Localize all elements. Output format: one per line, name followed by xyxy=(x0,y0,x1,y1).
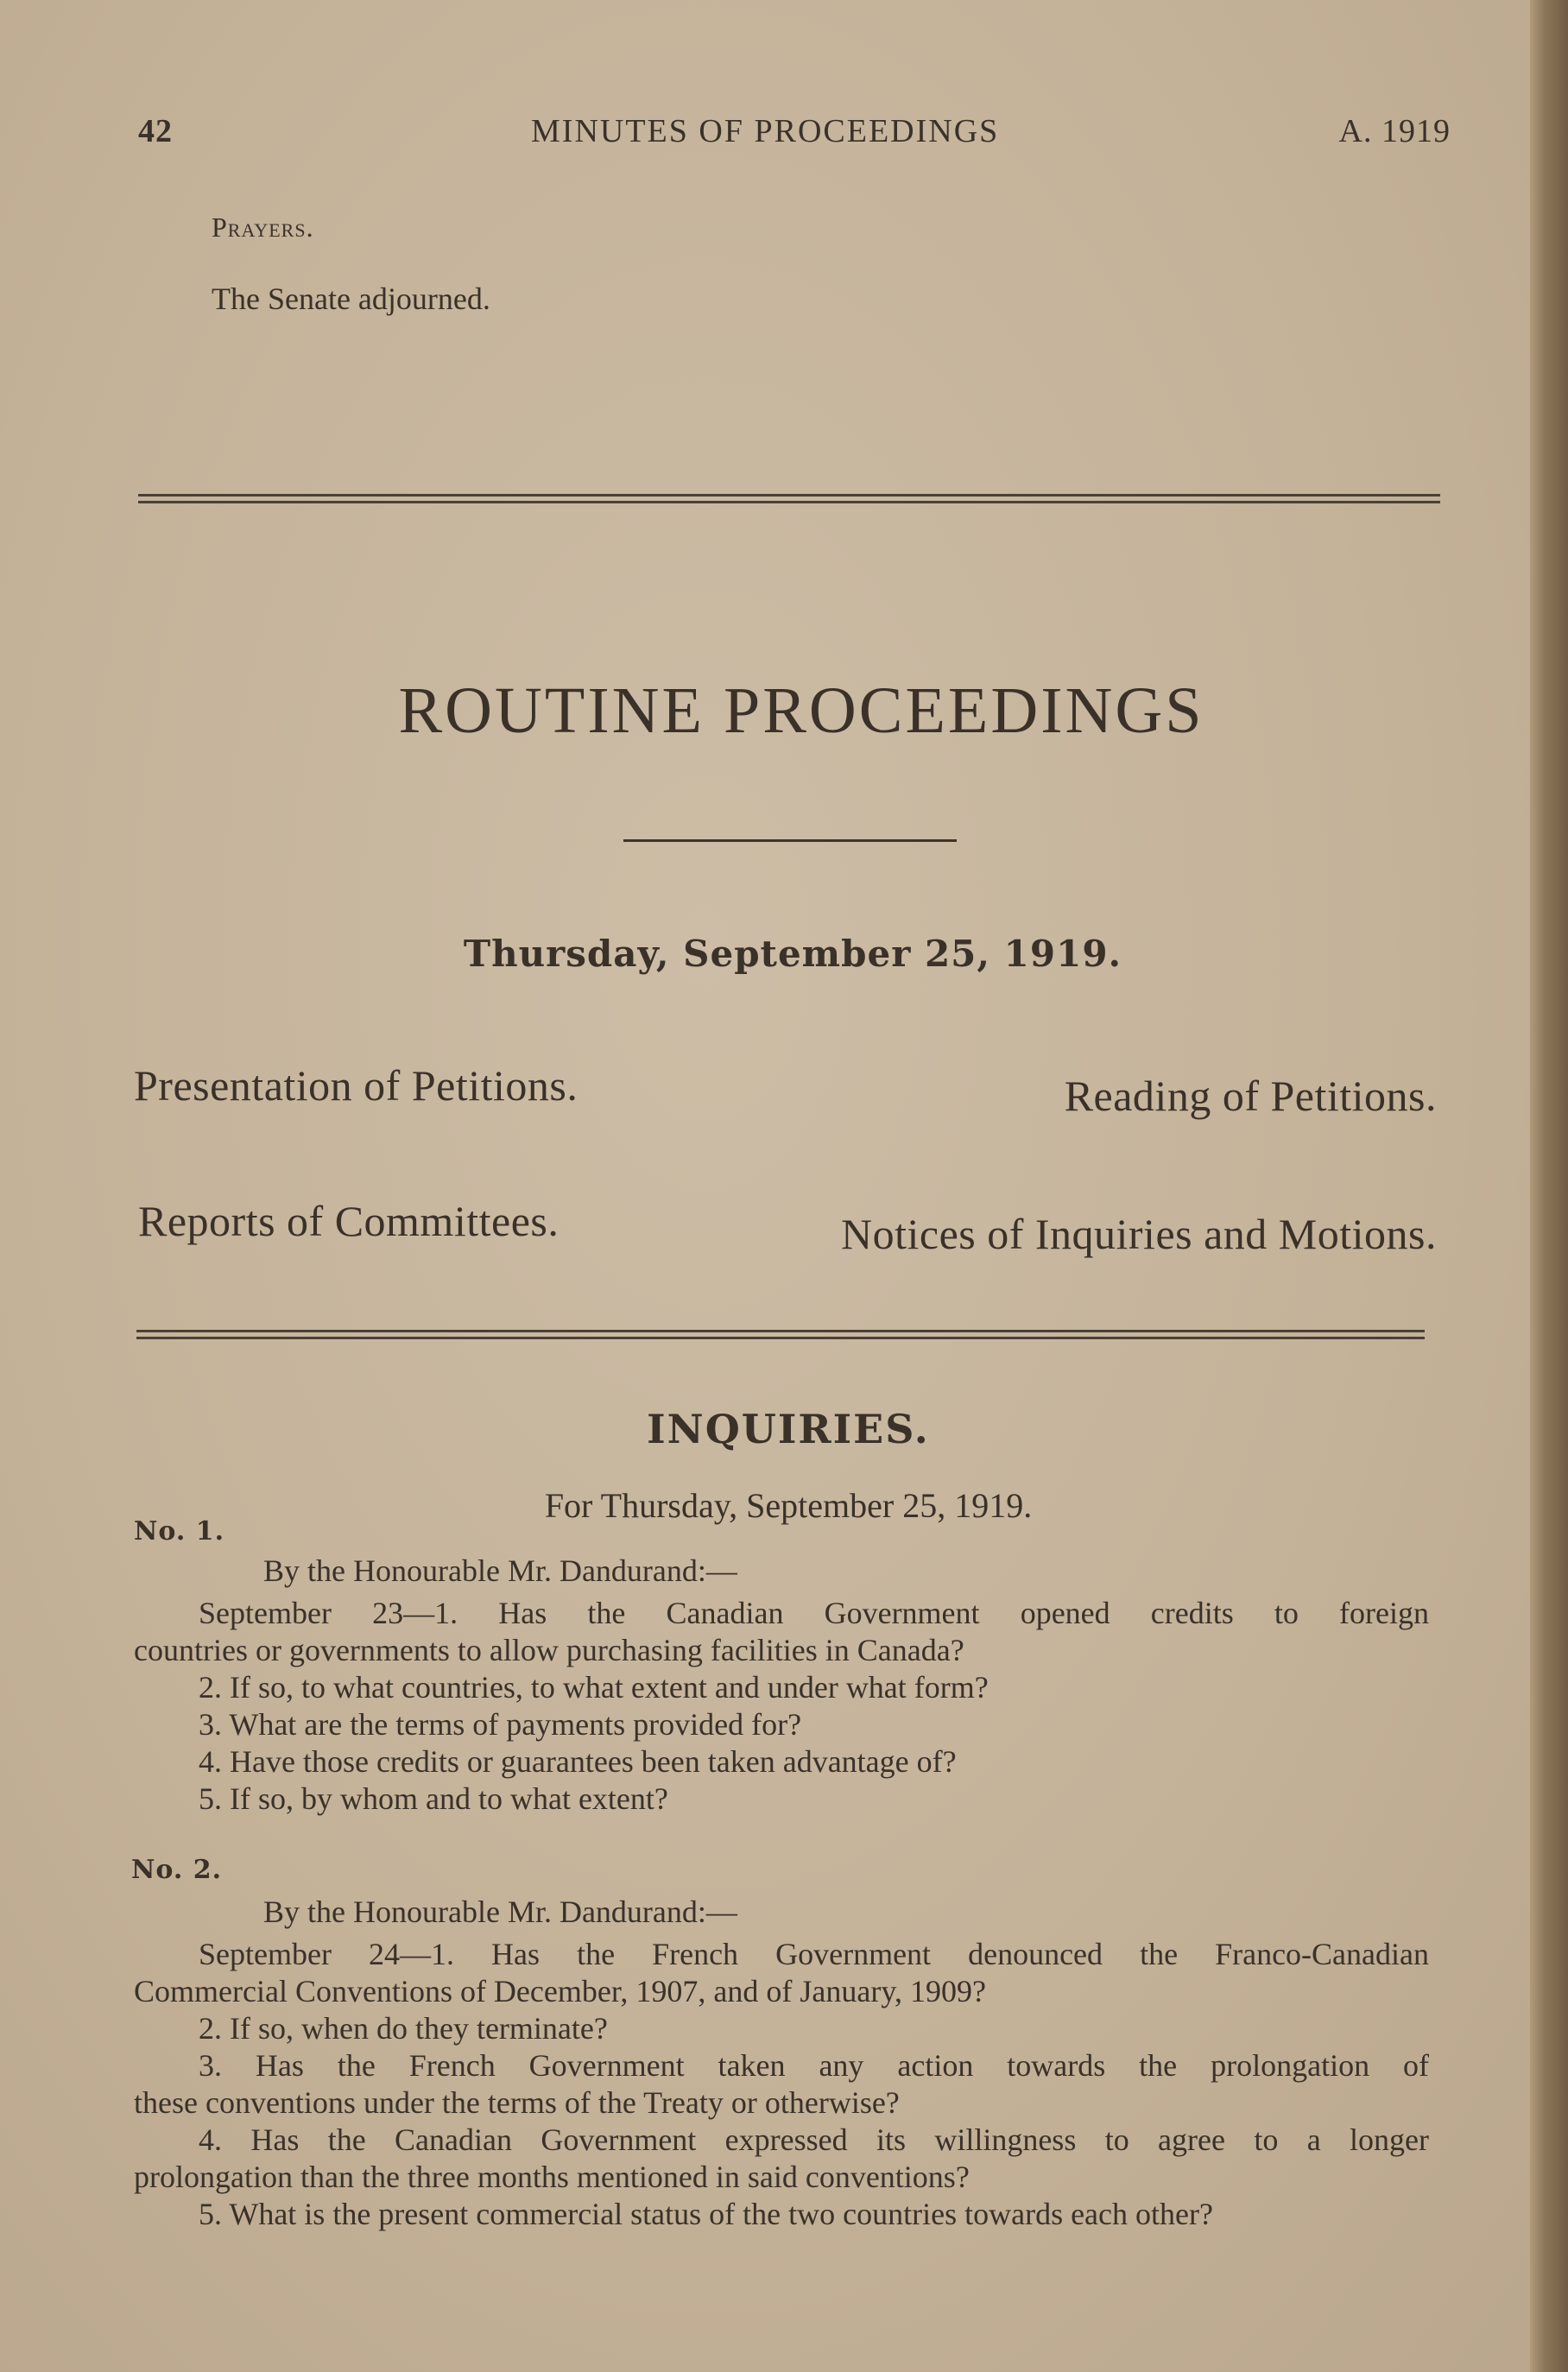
inquiry-number: No. 1. xyxy=(134,1516,225,1547)
inquiries-heading: INQUIRIES. xyxy=(647,1406,930,1452)
inquiry-question: 3. What are the terms of payments provided for? xyxy=(199,1707,802,1742)
inquiry-question: 3. Has the French Government taken any action towards the prolongation of xyxy=(199,2048,1429,2083)
page-binding-edge xyxy=(1530,0,1568,2372)
section-divider xyxy=(136,1330,1425,1339)
inquiry-question: 2. If so, to what countries, to what extent and under what form? xyxy=(199,1670,989,1705)
running-title: MINUTES OF PROCEEDINGS xyxy=(531,113,1000,149)
inquiry-author: By the Honourable Mr. Dandurand:— xyxy=(263,1553,737,1588)
routine-item-presentation: Presentation of Petitions. xyxy=(134,1061,579,1110)
inquiry-author: By the Honourable Mr. Dandurand:— xyxy=(263,1894,737,1929)
inquiry-question: September 24—1. Has the French Government denounced the Franco-Canadian xyxy=(199,1937,1429,1971)
sitting-date: Thursday, September 25, 1919. xyxy=(463,933,1122,975)
section-divider xyxy=(138,494,1440,503)
adjournment-line: The Senate adjourned. xyxy=(212,281,490,316)
inquiry-question-cont: these conventions under the terms of the Treaty or otherwise? xyxy=(134,2085,900,2120)
inquiry-number: No. 2. xyxy=(131,1855,223,1885)
routine-item-reports: Reports of Committees. xyxy=(138,1197,560,1245)
routine-item-reading: Reading of Petitions. xyxy=(1064,1072,1437,1120)
routine-item-notices: Notices of Inquiries and Motions. xyxy=(840,1210,1437,1258)
inquiry-question-cont: countries or governments to allow purchasing facilities in Canada? xyxy=(134,1633,964,1667)
inquiry-question: September 23—1. Has the Canadian Government opened credits to foreign xyxy=(199,1596,1429,1630)
inquiry-body xyxy=(134,1894,1429,2233)
page-number: 42 xyxy=(138,113,173,149)
inquiry-question: 5. What is the present commercial status of the two countries towards each other? xyxy=(199,2197,1213,2231)
session-year: A. 1919 xyxy=(1338,113,1451,149)
title-underline xyxy=(623,839,957,842)
inquiry-body xyxy=(134,1553,1429,1818)
inquiry-question-cont: prolongation than the three months mentioned in said conventions? xyxy=(134,2160,970,2194)
inquiry-question-cont: Commercial Conventions of December, 1907, and of January, 1909? xyxy=(134,1974,986,2008)
inquiry-question: 5. If so, by whom and to what extent? xyxy=(199,1781,668,1816)
inquiry-question: 2. If so, when do they terminate? xyxy=(199,2011,608,2046)
inquiries-date: For Thursday, September 25, 1919. xyxy=(544,1486,1033,1525)
inquiry-question: 4. Has the Canadian Government expressed its willingness to agree to a longer xyxy=(199,2122,1429,2157)
prayers-heading: Prayers. xyxy=(212,212,314,243)
running-header xyxy=(138,112,1451,155)
inquiry-question: 4. Have those credits or guarantees been taken advantage of? xyxy=(199,1744,957,1779)
section-title: ROUTINE PROCEEDINGS xyxy=(398,674,1204,747)
